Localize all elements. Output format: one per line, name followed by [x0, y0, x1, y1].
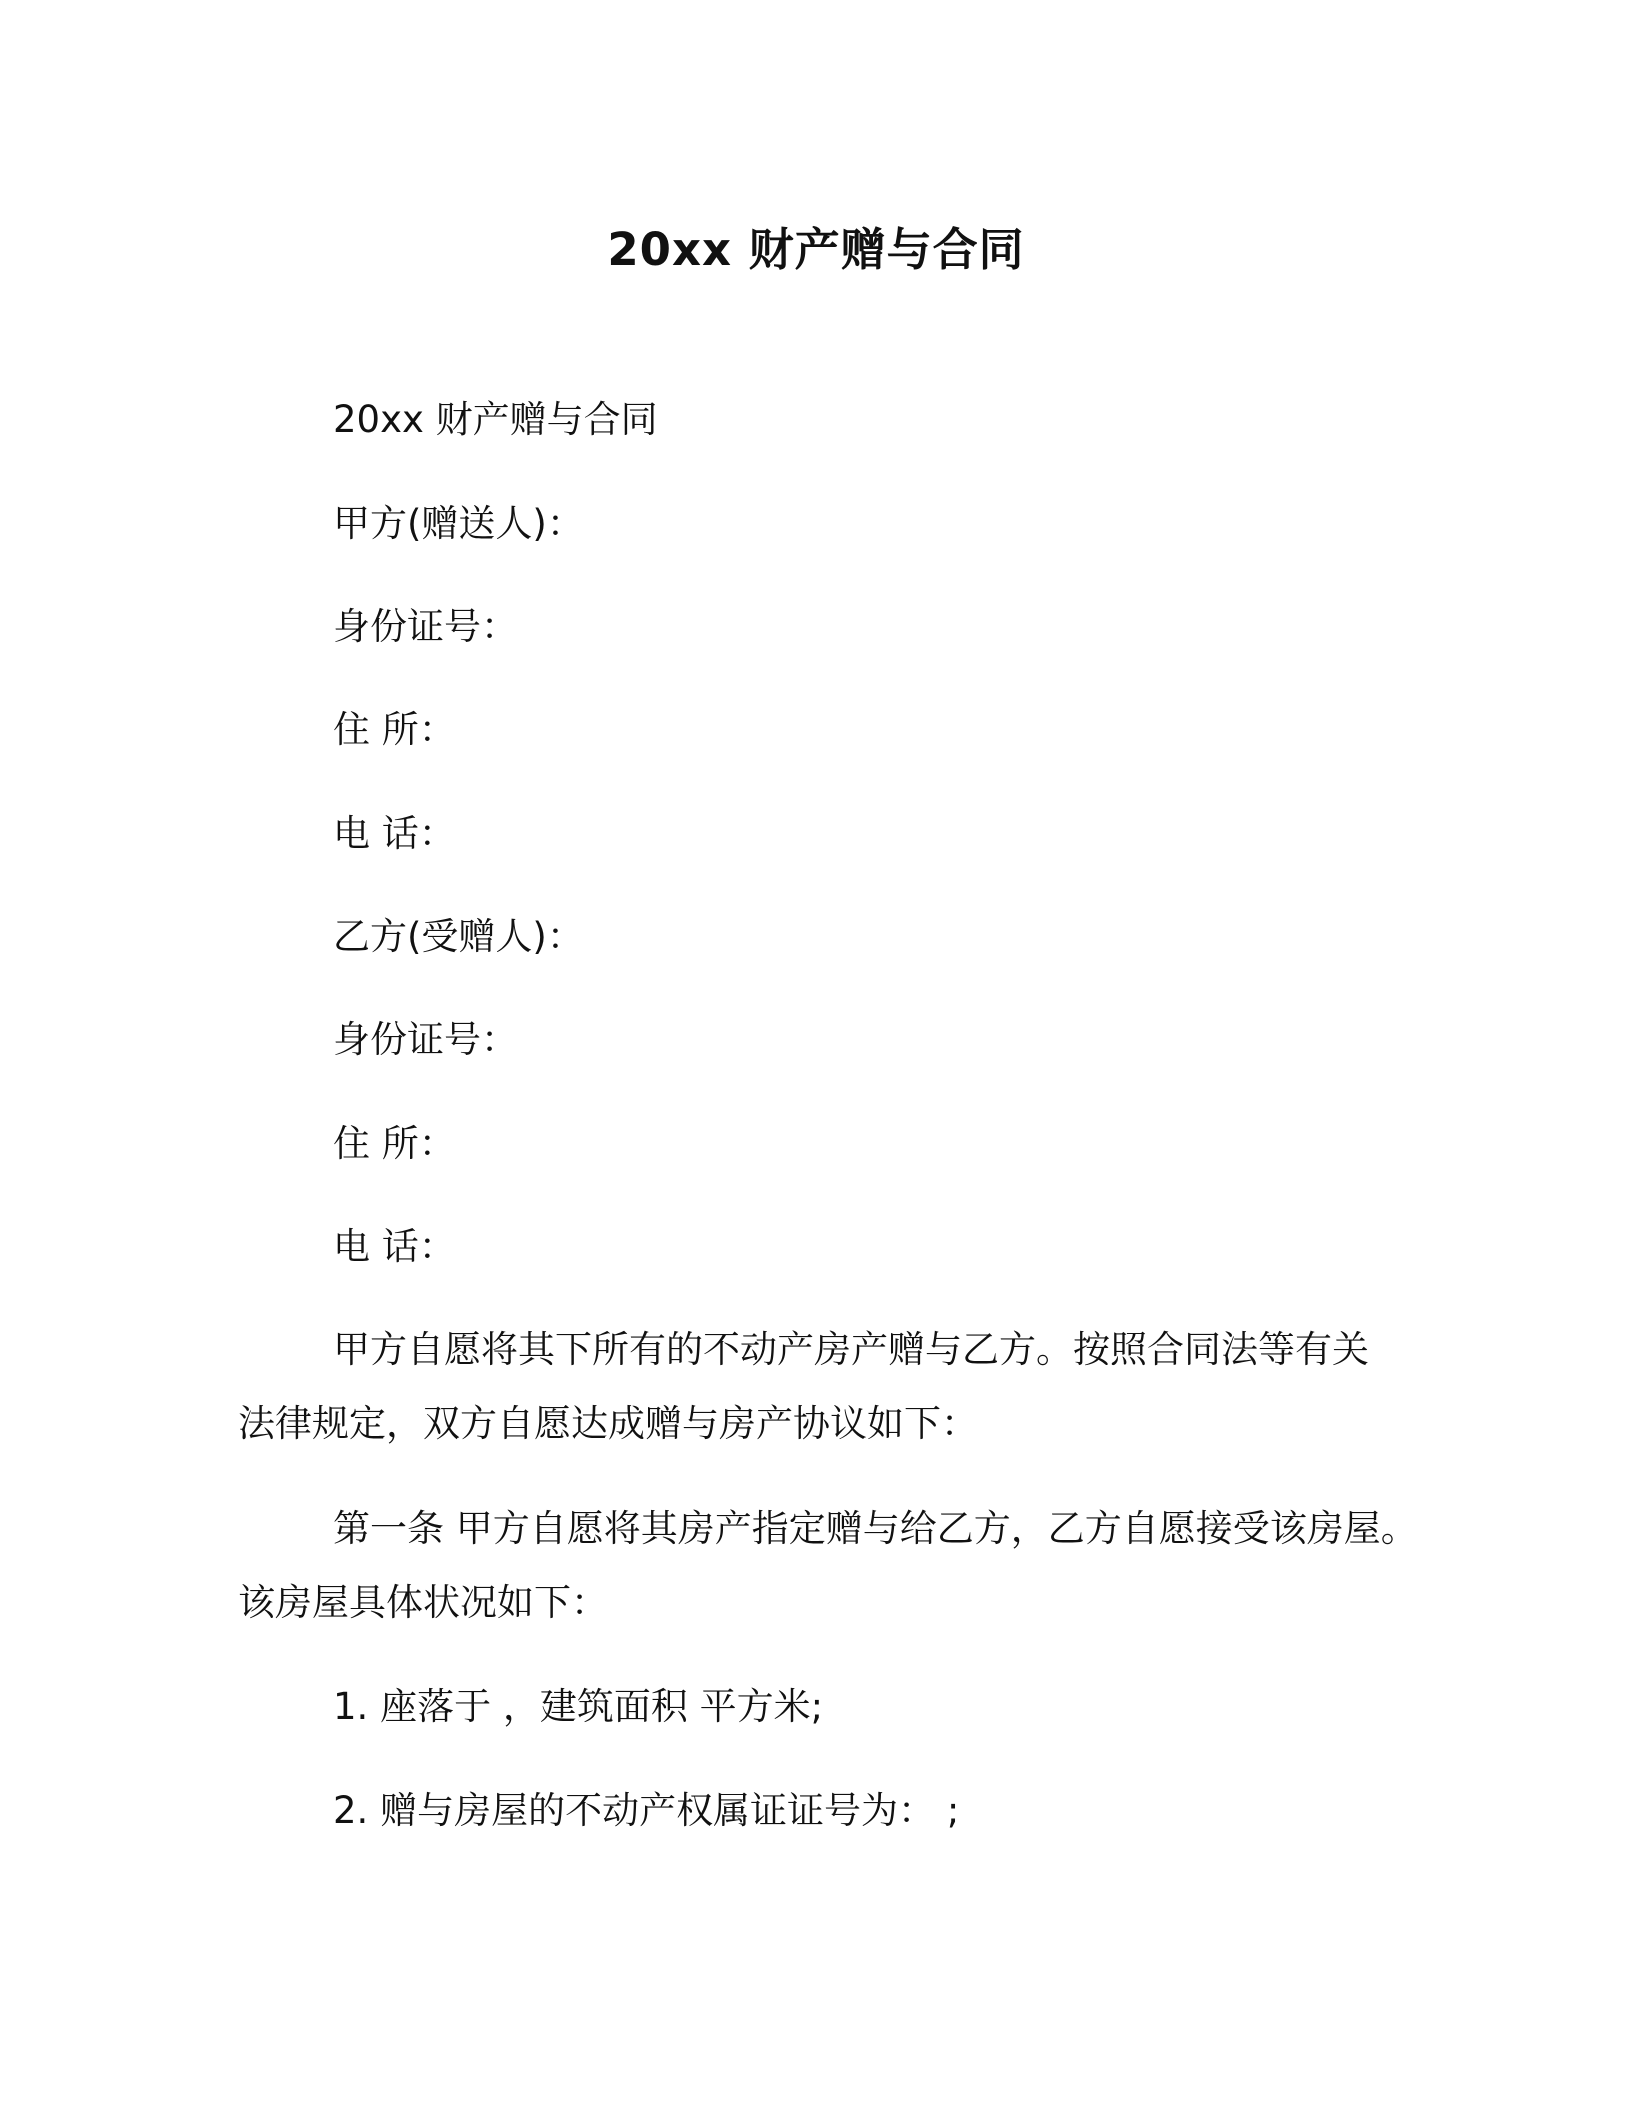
list-item: 2. 赠与房屋的不动产权属证证号为： ;	[333, 1789, 960, 1832]
party-a-phone-label: 电 话：	[333, 812, 456, 855]
party-a-id-label: 身份证号：	[333, 605, 518, 648]
list-item: 1. 座落于 ，建筑面积 平方米;	[333, 1685, 824, 1728]
document-title: 20xx 财产赠与合同	[607, 223, 1025, 276]
party-b-label: 乙方(受赠人)：	[333, 915, 584, 958]
party-b-phone-label: 电 话：	[333, 1225, 456, 1268]
party-a-address-label: 住 所：	[333, 708, 456, 751]
party-a-label: 甲方(赠送人)：	[333, 502, 584, 545]
intro-paragraph-line-2: 法律规定，双方自愿达成赠与房产协议如下：	[238, 1402, 978, 1445]
article-1-line-1: 第一条 甲方自愿将其房产指定赠与给乙方，乙方自愿接受该房屋。	[333, 1507, 1418, 1550]
intro-paragraph-line-1: 甲方自愿将其下所有的不动产房产赠与乙方。按照合同法等有关	[333, 1328, 1369, 1371]
party-b-address-label: 住 所：	[333, 1122, 456, 1165]
party-b-id-label: 身份证号：	[333, 1018, 518, 1061]
article-1-line-2: 该房屋具体状况如下：	[238, 1581, 608, 1624]
contract-heading: 20xx 财产赠与合同	[333, 398, 658, 441]
